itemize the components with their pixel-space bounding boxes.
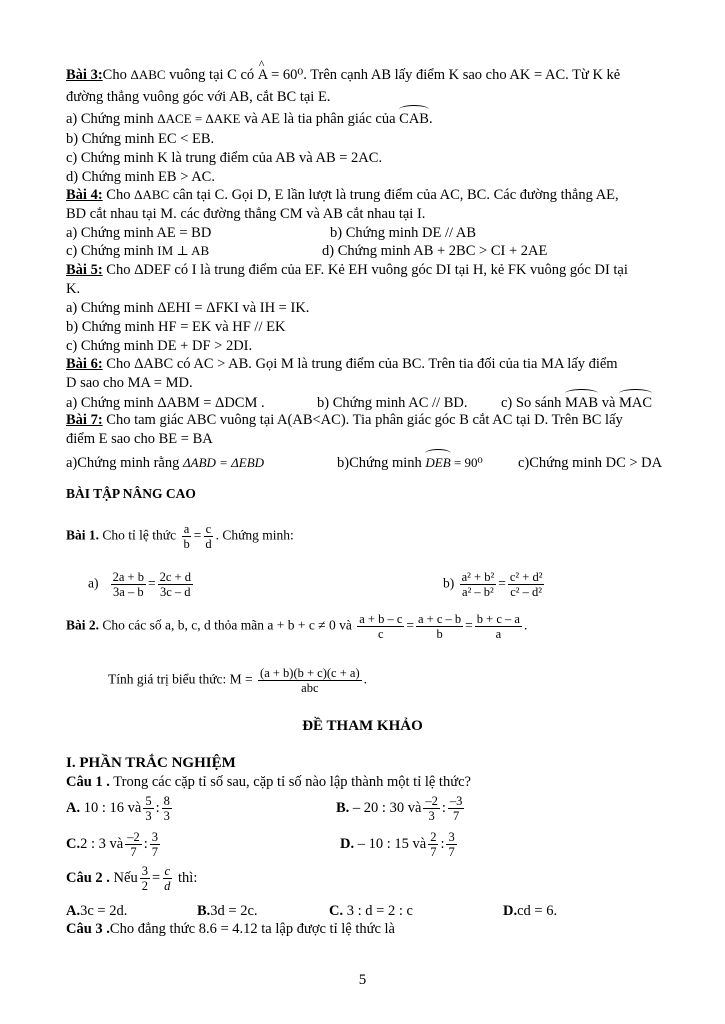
de-heading: ĐỀ THAM KHẢO [302,718,423,734]
m-expression: $\frac{(a + b)(b + c)(c + a)}{\text{abc}}$ [260,666,360,695]
bai4-part-d: d) Chứng minh AB + 2BC > CI + 2AE [322,243,548,259]
cau1-option-b: B. – 20 : 30 và $\frac{-2}{3}$ : $\frac{-3}{7}$ [336,794,463,823]
cau1-option-d: D. – 10 : 15 và $\frac{2}{7}$ : $\frac{3}{7}$ [340,830,455,859]
bai3-line2: đường thẳng vuông góc với AB, cắt BC tại E. [66,89,331,105]
nangcao-part-a: a) $\frac{2a + b}{3a - b}$ = $\frac{2c + d}{3c - d}$ [88,570,191,599]
cau1: Câu 1 . Trong các cặp tỉ số sau, cặp tỉ số nào lập thành một tỉ lệ thức? [66,774,471,790]
bai5-line2: K. [66,281,81,297]
bai5-title: Bài 5: [66,262,103,278]
bai5-part-b: b) Chứng minh HF = EK và HF // EK [66,319,286,335]
bai4-title: Bài 4: [66,187,103,203]
bai6-part-c: c) So sánh MAB và MAC [501,395,653,411]
bai5-line1: Bài 5: Cho ΔDEF có I là trung điểm của EF. Kẻ EH vuông góc DI tại H, kẻ FK vuông góc DI tại [66,262,628,278]
cau2-option-a: A.3c = 2d. [66,903,128,919]
bai3-part-b: b) Chứng minh EC < EB. [66,131,215,147]
bai3-part-c: c) Chứng minh K là trung điểm của AB và AB = 2AC. [66,150,383,166]
nangcao-bai1: Bài 1. Cho tỉ lệ thức $\frac{a}{b}$ = $\frac{c}{d}$ . Chứng minh: [66,522,294,551]
bai7-line2: điểm E sao cho BE = BA [66,431,213,447]
de-part-title: I. PHẦN TRẮC NGHIỆM [66,755,236,771]
angle-cab: CAB [399,111,429,127]
nangcao-heading: BÀI TẬP NÂNG CAO [66,486,196,501]
nangcao-tinh: Tính giá trị biểu thức: M = $\frac{(a + b)(b + c)(c + a)}{\text{abc}}$ . [108,666,367,695]
bai6-part-a: a) Chứng minh ΔABM = ΔDCM . [66,395,265,411]
nangcao-part-b: b) $\frac{\text{a² + b²}}{\text{a² – b²}}$ = $\frac{\text{c² + d²}}{\text{c² – d²}}$ [443,570,543,599]
angle-deb: DEB [425,455,451,470]
cau3: Câu 3 .Cho đẳng thức 8.6 = 4.12 ta lập được tỉ lệ thức là [66,921,395,937]
cau1-option-a: A. 10 : 16 và $\frac{5}{3}$ : $\frac{8}{3}$ [66,794,170,823]
bai4-part-b: b) Chứng minh DE // AB [330,225,477,241]
angle-mab: MAB [565,395,599,411]
bai4-part-c: c) Chứng minh IM ⊥ AB [66,243,210,259]
bai6-line2: D sao cho MA = MD. [66,375,193,391]
bai7-part-a: a)Chứng minh rằng ΔABD = ΔEBD [66,455,265,471]
bai6-part-b: b) Chứng minh AC // BD. [317,395,468,411]
frac-c-d: $\frac{c}{d}$ [205,522,212,551]
frac-a-b: $\frac{a}{b}$ [183,522,190,551]
cau2-option-b: B.3d = 2c. [197,903,258,919]
bai7-title: Bài 7: [66,412,103,428]
nangcao-bai2: Bài 2. Cho các số a, b, c, d thỏa mãn a + b + c ≠ 0 và $\frac{a + b - c}{c}$ = $\frac{a + c - b}{b}$ = $\frac{b + c - a}{a}$ . [66,612,528,641]
bai4-line1: Bài 4: Cho ΔABC cân tại C. Gọi D, E lần lượt là trung điểm của AC, BC. Các đường thẳng AE, [66,187,619,203]
cau2-option-c: C. 3 : d = 2 : c [329,903,413,919]
angle-mac: MAC [619,395,653,411]
bai4-part-a: a) Chứng minh AE = BD [66,225,212,241]
bai6-line1: Bài 6: Cho ΔABC có AC > AB. Gọi M là trung điểm của BC. Trên tia đối của tia MA lấy điểm [66,356,618,372]
angle-a: ^ A = 60⁰ [258,66,303,84]
bai7-part-c: c)Chứng minh DC > DA [518,455,663,471]
bai3-line1: Bài 3:Cho ΔABC vuông tại C có ^ A = 60⁰. Trên cạnh AB lấy điểm K sao cho AK = AC. Từ K kẻ [66,66,620,84]
bai4-line2: BD cắt nhau tại M. các đường thẳng CM và AB cắt nhau tại I. [66,206,426,222]
bai6-title: Bài 6: [66,356,103,372]
bai5-part-a: a) Chứng minh ΔEHI = ΔFKI và IH = IK. [66,300,310,316]
bai5-part-c: c) Chứng minh DE + DF > 2DI. [66,338,253,354]
bai3-part-a: a) Chứng minh ΔACE = ΔAKE và AE là tia phân giác của CAB. [66,111,433,127]
bai3-part-d: d) Chứng minh EB > AC. [66,169,215,185]
page-number: 5 [358,972,367,988]
cau2: Câu 2 . Nếu $\frac{3}{2}$ = $\frac{c}{d}$ thì: [66,864,198,893]
bai3-title: Bài 3: [66,67,103,83]
cau1-option-c: C.2 : 3 và $\frac{-2}{7}$ : $\frac{3}{7}$ [66,830,158,859]
bai7-part-b: b)Chứng minh DEB = 90⁰ [337,455,483,471]
bai7-line1: Bài 7: Cho tam giác ABC vuông tại A(AB<AC). Tia phân giác góc B cắt AC tại D. Trên BC lấy [66,412,623,428]
cau2-option-d: D.cd = 6. [503,903,558,919]
